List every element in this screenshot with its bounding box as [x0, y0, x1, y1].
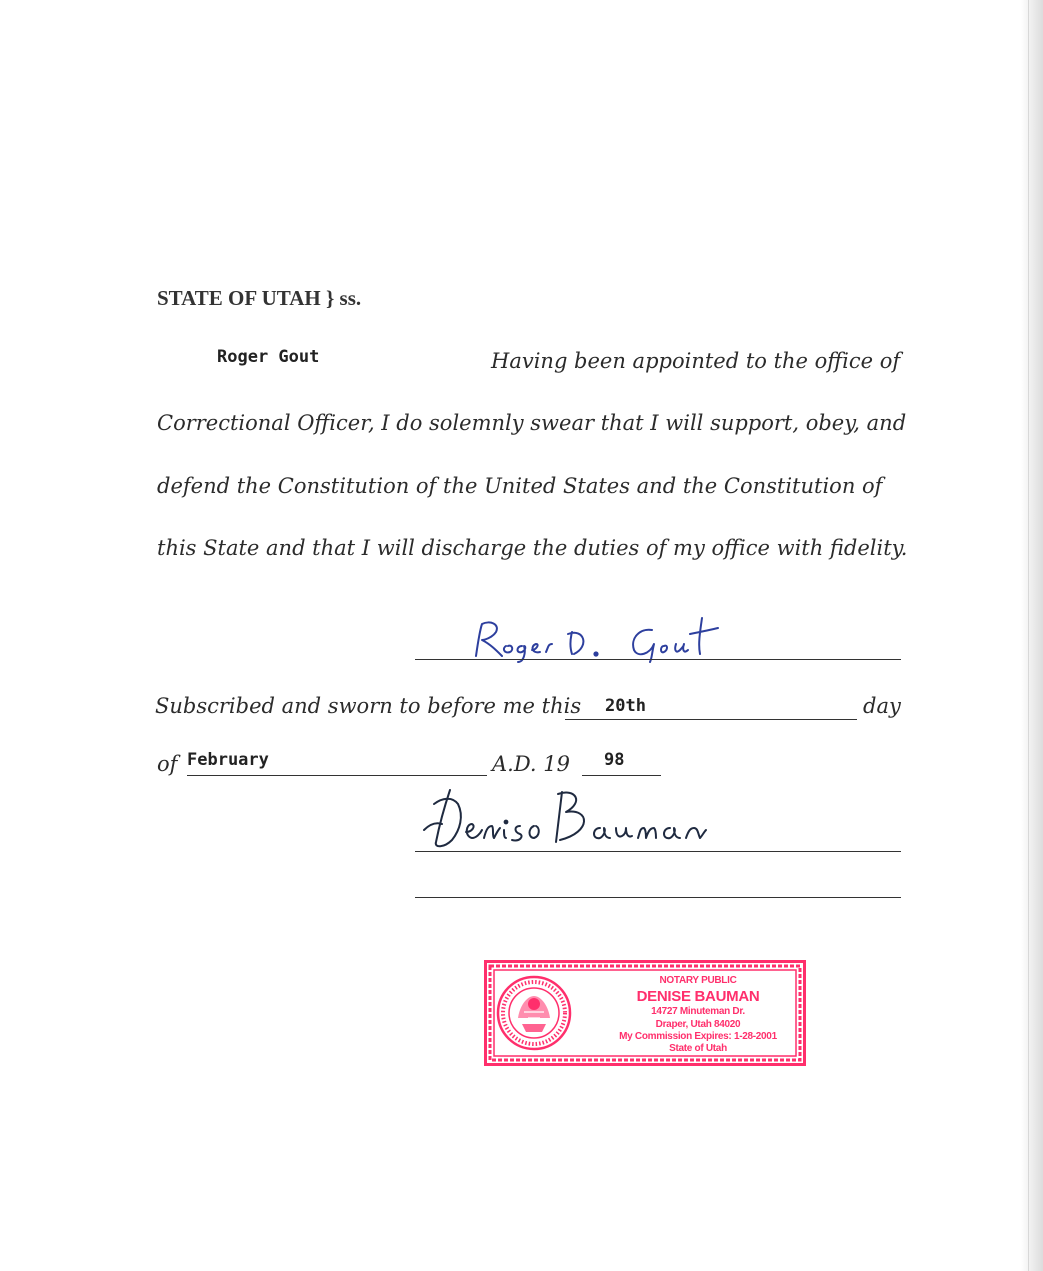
stamp-state: State of Utah	[669, 1043, 727, 1054]
ss-label: ss.	[339, 286, 362, 310]
year-line	[582, 775, 661, 776]
page-edge-line	[1028, 0, 1029, 1271]
state-heading	[157, 286, 361, 311]
stamp-title: NOTARY PUBLIC	[659, 975, 737, 986]
officer-signature-line	[415, 659, 901, 660]
oath-line-2: Correctional Officer, I do solemnly swear that I will support, obey, and	[157, 411, 907, 435]
notary-signature-line	[415, 851, 901, 852]
year-value: 98	[604, 750, 625, 770]
month-value: February	[187, 750, 269, 770]
oath-line-1: Having been appointed to the office of	[491, 349, 901, 373]
of-label: of	[157, 752, 178, 776]
stamp-name: DENISE BAUMAN	[636, 988, 760, 1005]
state-name: STATE OF UTAH	[157, 286, 321, 310]
day-value: 20th	[605, 696, 646, 716]
ad-label: A.D. 19	[492, 752, 571, 776]
sworn-prefix: Subscribed and sworn to before me this	[155, 694, 582, 718]
month-line	[187, 775, 487, 776]
oath-line-3: defend the Constitution of the United States and the Constitution of	[157, 474, 883, 498]
oath-line-4: this State and that I will discharge the duties of my office with fidelity.	[157, 536, 908, 560]
stamp-address-1: 14727 Minuteman Dr.	[651, 1006, 745, 1017]
day-line	[565, 719, 857, 720]
page-right-edge	[1021, 0, 1043, 1271]
state-seal	[498, 977, 570, 1049]
stamp-address-2: Draper, Utah 84020	[655, 1019, 741, 1030]
officer-name-typed: Roger Gout	[217, 347, 320, 367]
stamp-commission: My Commission Expires: 1-28-2001	[619, 1031, 777, 1042]
notary-signature	[420, 782, 720, 860]
blank-line	[415, 897, 901, 898]
brace: }	[326, 286, 335, 310]
day-label: day	[863, 694, 901, 718]
